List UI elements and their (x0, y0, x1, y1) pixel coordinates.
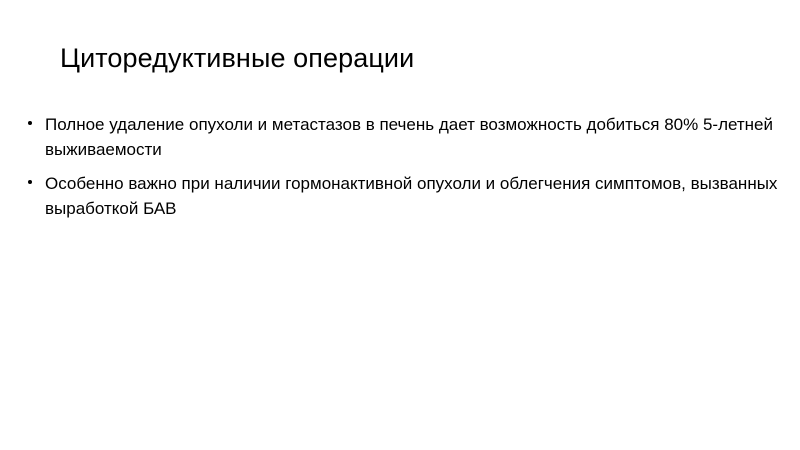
list-item-text: Особенно важно при наличии гормонактивной опухоли и облегчения симптомов, вызванных выработкой БАВ (45, 174, 778, 218)
list-item-text: Полное удаление опухоли и метастазов в печень дает возможность добиться 80% 5-летней выживаемости (45, 115, 774, 159)
list-item (22, 171, 782, 221)
page-title: Циторедуктивные операции (60, 43, 415, 73)
bullet-dot-icon (28, 180, 32, 184)
bullet-dot-icon (28, 121, 32, 125)
list-item (22, 112, 782, 162)
bullet-list (22, 112, 782, 230)
